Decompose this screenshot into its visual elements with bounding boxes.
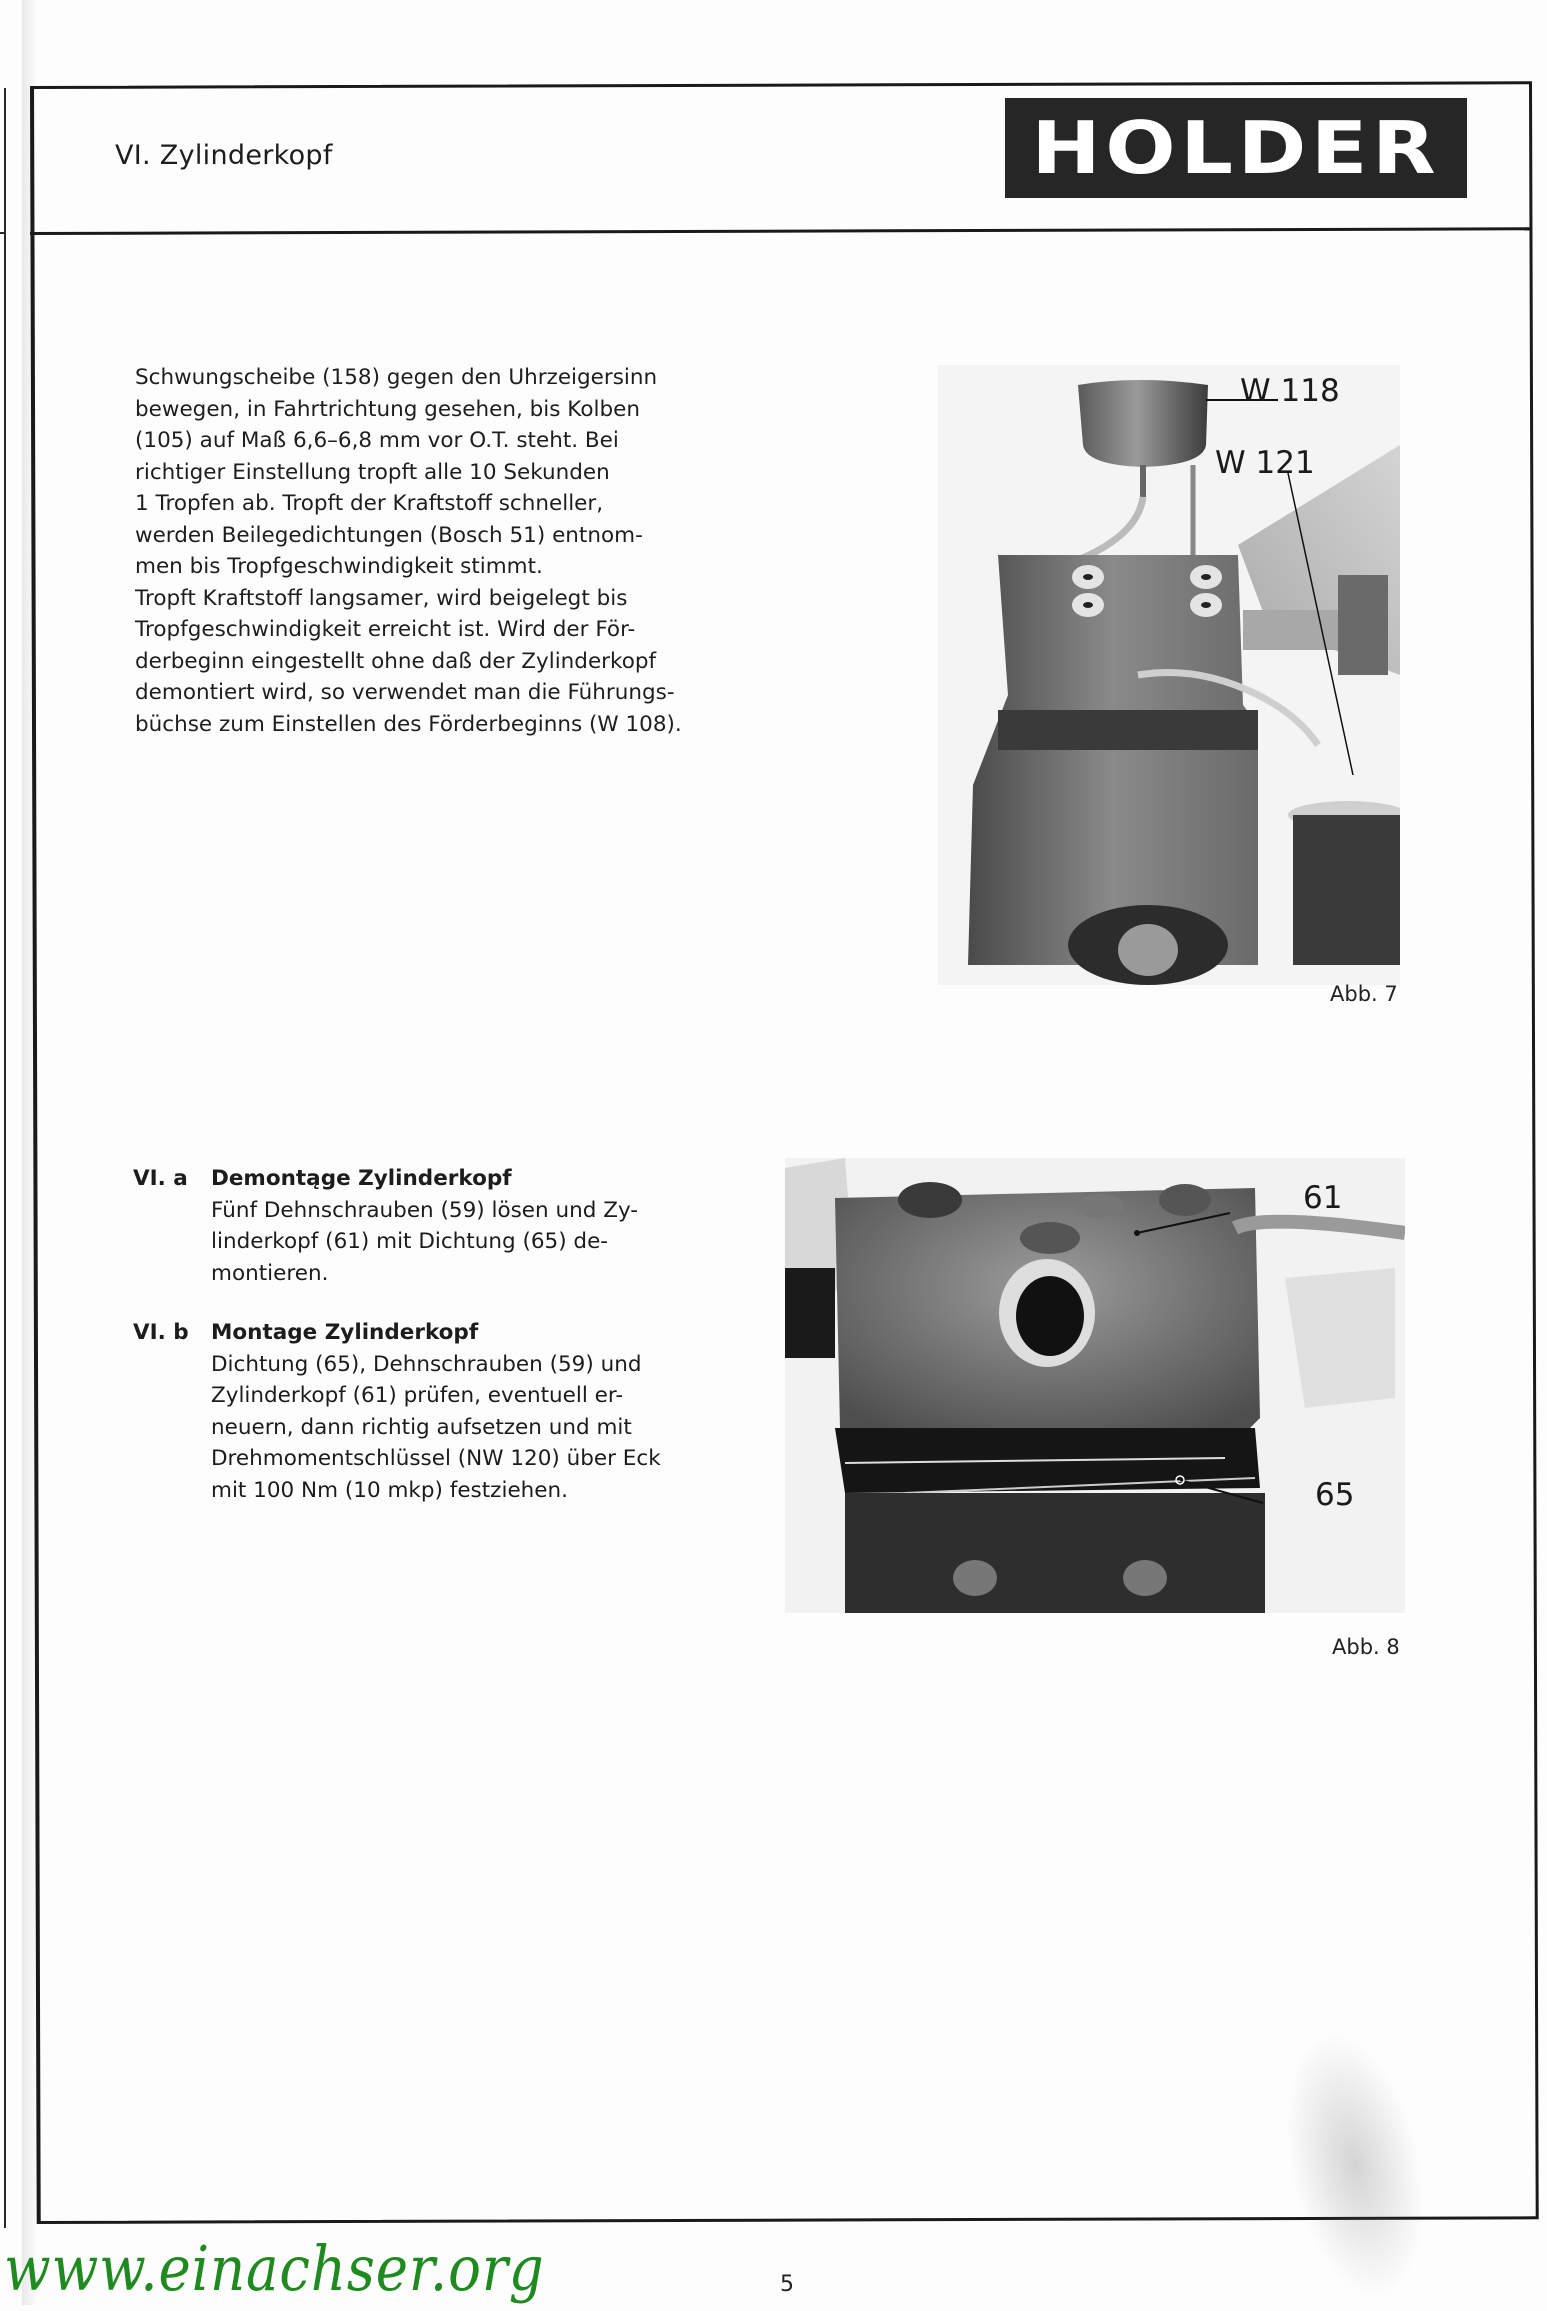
- website-watermark: www.einachser.org: [4, 2232, 545, 2305]
- engine-drip-test-illustration: [938, 365, 1400, 985]
- paragraph-line: demontiert wird, so verwendet man die Führungs-: [135, 680, 675, 705]
- previous-page-edge: [0, 88, 6, 2228]
- callout-61: 61: [1303, 1180, 1343, 1216]
- paragraph-line: werden Beilegedichtungen (Bosch 51) entnom-: [135, 522, 643, 548]
- paragraph-line: Schwungscheibe (158) gegen den Uhrzeigersinn: [135, 365, 658, 390]
- section-line: Dichtung (65), Dehnschrauben (59) und: [211, 1351, 642, 1377]
- figure-8-caption: Abb. 8: [1332, 1635, 1400, 1659]
- section-line: Fünf Dehnschrauben (59) lösen und Zy-: [211, 1197, 639, 1223]
- paragraph-line: Tropft Kraftstoff langsamer, wird beigelegt bis: [135, 585, 628, 611]
- section-line: Zylinderkopf (61) prüfen, eventuell er-: [211, 1383, 624, 1408]
- paragraph-line: bewegen, in Fahrtrichtung gesehen, bis Kolben: [135, 396, 640, 422]
- intro-paragraph: [135, 362, 735, 740]
- paragraph-line: Tropfgeschwindigkeit erreicht ist. Wird der För-: [135, 617, 636, 642]
- paragraph-line: richtiger Einstellung tropft alle 10 Sekunden: [135, 459, 610, 485]
- callout-w121: W 121: [1215, 445, 1315, 481]
- logo-text: HOLDER: [1031, 106, 1441, 190]
- section-number: VI. b: [133, 1320, 189, 1345]
- section-title: VI. Zylinderkopf: [115, 140, 333, 171]
- paragraph-line: büchse zum Einstellen des Förderbeginns (W 108).: [135, 711, 682, 737]
- paragraph-line: (105) auf Maß 6,6–6,8 mm vor O.T. steht. Bei: [135, 428, 619, 453]
- section-line: Drehmomentschlüssel (NW 120) über Eck: [211, 1446, 661, 1471]
- paragraph-line: derbeginn eingestellt ohne daß der Zylinderkopf: [135, 648, 657, 674]
- paragraph-line: 1 Tropfen ab. Tropft der Kraftstoff schneller,: [135, 491, 604, 516]
- section-line: linderkopf (61) mit Dichtung (65) de-: [211, 1229, 609, 1254]
- section-vi-a: [133, 1163, 733, 1303]
- section-line: montieren.: [211, 1260, 329, 1286]
- section-vi-b: [133, 1317, 733, 1517]
- callout-65: 65: [1315, 1477, 1355, 1513]
- cylinder-head-illustration: [785, 1158, 1405, 1613]
- figure-8-photo: [785, 1158, 1405, 1613]
- section-line: mit 100 Nm (10 mkp) festziehen.: [211, 1477, 568, 1503]
- previous-page-tick: [0, 232, 6, 234]
- section-heading: Demontąge Zylinderkopf: [211, 1166, 512, 1191]
- section-heading: Montage Zylinderkopf: [211, 1320, 479, 1345]
- figure-7-caption: Abb. 7: [1330, 982, 1398, 1006]
- section-line: neuern, dann richtig aufsetzen und mit: [211, 1414, 632, 1440]
- page-number: 5: [780, 2272, 794, 2297]
- paragraph-line: men bis Tropfgeschwindigkeit stimmt.: [135, 554, 543, 579]
- holder-logo: [1005, 98, 1467, 198]
- callout-w118: W 118: [1240, 373, 1340, 409]
- figure-7-photo: [938, 365, 1400, 985]
- section-number: VI. a: [133, 1166, 188, 1191]
